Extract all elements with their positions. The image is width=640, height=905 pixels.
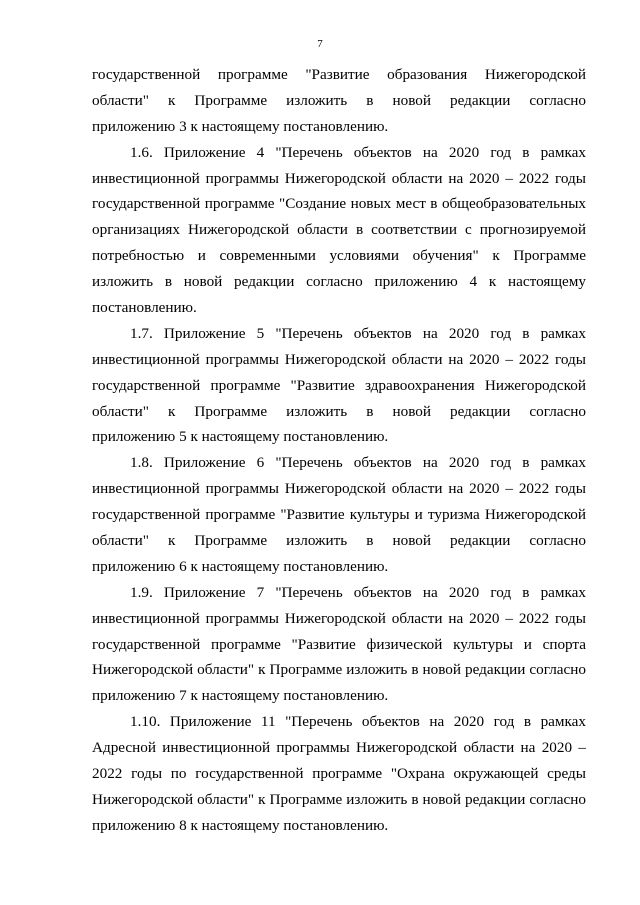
text-line: государственной программе "Создание новых мест в общеобразовательных: [92, 195, 586, 213]
text-line: инвестиционной программы Нижегородской области на 2020 – 2022 годы: [92, 609, 586, 627]
text-line: 1.9. Приложение 7 "Перечень объектов на 2020 год в рамках: [130, 583, 586, 601]
text-line: 1.10. Приложение 11 "Перечень объектов на 2020 год в рамках: [130, 713, 586, 731]
text-line: инвестиционной программы Нижегородской области на 2020 – 2022 годы: [92, 169, 586, 187]
text-line: 1.6. Приложение 4 "Перечень объектов на 2020 год в рамках: [130, 143, 586, 161]
text-line: приложению 5 к настоящему постановлению.: [92, 428, 389, 446]
page-number: 7: [317, 38, 323, 50]
text-line: приложению 6 к настоящему постановлению.: [92, 557, 389, 575]
text-line: 2022 годы по государственной программе "Охрана окружающей среды: [92, 765, 586, 783]
text-line: приложению 3 к настоящему постановлению.: [92, 117, 389, 135]
text-line: приложению 7 к настоящему постановлению.: [92, 687, 389, 705]
text-line: приложению 8 к настоящему постановлению.: [92, 816, 389, 834]
text-line: 1.8. Приложение 6 "Перечень объектов на 2020 год в рамках: [130, 454, 586, 472]
text-line: потребностью и современными условиями обучения" к Программе: [92, 247, 586, 265]
text-line: государственной программе "Развитие здравоохранения Нижегородской: [92, 376, 586, 394]
text-line: Адресной инвестиционной программы Нижегородской области на 2020 –: [92, 739, 586, 757]
text-line: изложить в новой редакции согласно приложению 4 к настоящему: [92, 273, 586, 291]
text-line: постановлению.: [92, 299, 197, 317]
text-line: государственной программе "Развитие физической культуры и спорта: [92, 635, 586, 653]
text-line: Нижегородской области" к Программе изложить в новой редакции согласно: [92, 661, 586, 679]
text-line: области" к Программе изложить в новой редакции согласно: [92, 91, 586, 109]
text-line: государственной программе "Развитие культуры и туризма Нижегородской: [92, 506, 586, 524]
text-line: государственной программе "Развитие образования Нижегородской: [92, 66, 586, 83]
text-line: 1.7. Приложение 5 "Перечень объектов на 2020 год в рамках: [130, 324, 586, 342]
text-line: области" к Программе изложить в новой редакции согласно: [92, 402, 586, 420]
text-line: Нижегородской области" к Программе изложить в новой редакции согласно: [92, 790, 586, 808]
document-body: [92, 62, 586, 839]
text-line: области" к Программе изложить в новой редакции согласно: [92, 532, 586, 550]
text-line: организациях Нижегородской области в соответствии с прогнозируемой: [92, 221, 586, 239]
text-line: инвестиционной программы Нижегородской области на 2020 – 2022 годы: [92, 480, 586, 498]
text-line: инвестиционной программы Нижегородской области на 2020 – 2022 годы: [92, 350, 586, 368]
